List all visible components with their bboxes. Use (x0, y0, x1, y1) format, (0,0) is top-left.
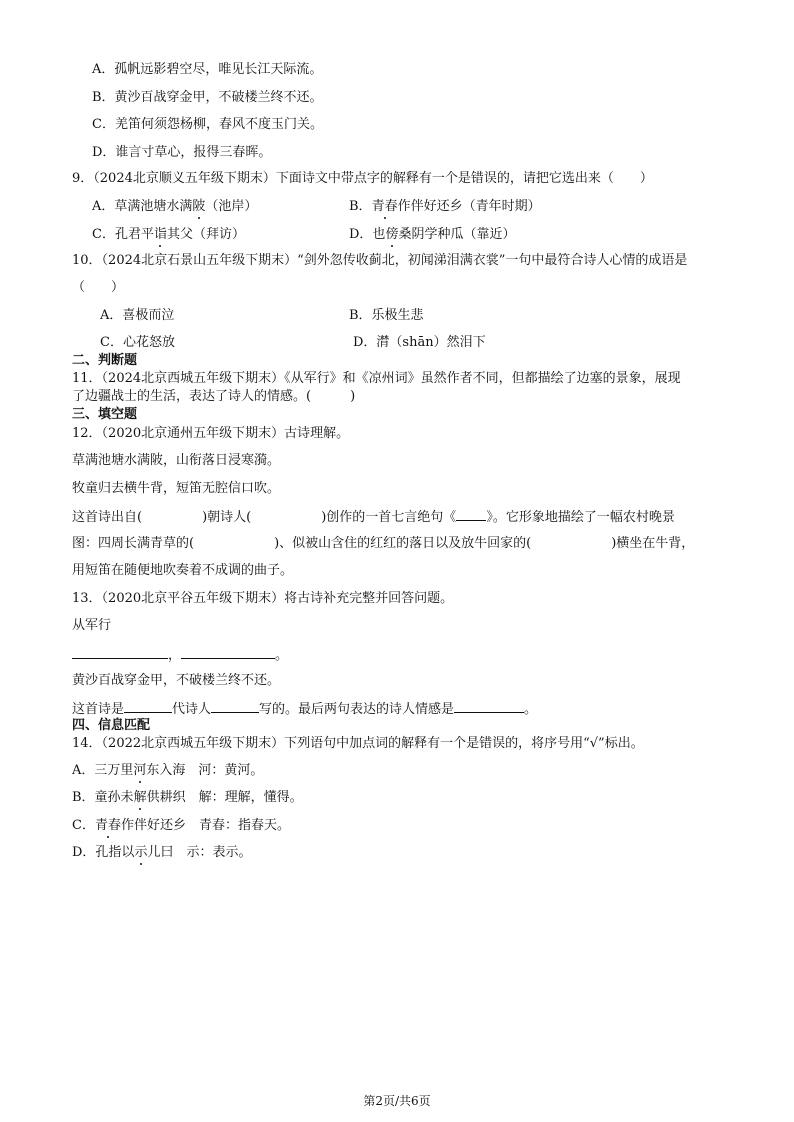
q12-paragraph-line2: 图：四周长满青草的( )、似被山含住的红红的落日以及放牛回家的( )横坐在牛背， (72, 536, 695, 551)
page-number: 第2页/共6页 (363, 1094, 431, 1108)
q11-line2: 了边疆战士的生活，表达了诗人的情感。( ) (72, 389, 356, 404)
q13-stem: 13．（2020北京平谷五年级下期末）将古诗补充完整并回答问题。 (72, 591, 454, 606)
q14-option-c: C．青春作伴好还乡 青春：指春天。 (72, 818, 290, 833)
answer-blank[interactable] (454, 700, 524, 713)
q9-stem: 9．（2024北京顺义五年级下期末）下面诗文中带点字的解释有一个是错误的，请把它选出来（ ） (72, 171, 653, 186)
q8-option-d: D．谁言寸草心，报得三春晖。 (92, 145, 272, 160)
q14-option-a: A．三万里河东入海 河：黄河。 (72, 763, 264, 778)
q9-option-a: A．草满池塘水满陂（池岸） (92, 199, 258, 214)
q10-option-b: B．乐极生悲 (349, 308, 424, 323)
dotted-char: 诣 (153, 227, 167, 242)
section-heading-matching: 四、信息匹配 (72, 718, 151, 733)
q10-option-a: A．喜极而泣 (100, 308, 175, 323)
q8-option-a: A．孤帆远影碧空尽，唯见长江天际流。 (92, 62, 323, 77)
q10-option-c: C．心花怒放 (100, 335, 175, 350)
q10-stem: 10．（2024北京石景山五年级下期末）“剑外忽传收蓟北，初闻涕泪满衣裳”一句中最符合诗人心情的成语是 (72, 253, 688, 268)
q9-option-d: D．也傍桑阴学种瓜（靠近） (349, 227, 516, 242)
q14-option-d: D．孔指以示儿曰 示：表示。 (72, 845, 252, 860)
q13-poem-blanks: ， 。 (72, 646, 288, 664)
dotted-char: 傍 (385, 227, 399, 242)
dotted-char: 青春 (94, 818, 121, 833)
section-heading-judgment: 二、判断题 (72, 353, 138, 368)
q12-stem: 12．（2020北京通州五年级下期末）古诗理解。 (72, 426, 350, 441)
dotted-char: 河 (133, 763, 147, 778)
dotted-char: 陂 (192, 199, 206, 214)
answer-blank[interactable] (456, 508, 486, 521)
dotted-char: 解 (133, 790, 147, 805)
q13-question: 这首诗是 代诗人 写的。最后两句表达的诗人情感是 。 (72, 702, 538, 717)
q14-stem: 14．（2022北京西城五年级下期末）下列语句中加点词的解释有一个是错误的，将序号用“√”标出。 (72, 736, 644, 751)
answer-blank[interactable] (72, 646, 168, 659)
dotted-char: 青春 (371, 199, 398, 214)
answer-blank[interactable] (181, 646, 275, 659)
q10-option-d: D．潸（shān）然泪下 (353, 335, 486, 350)
q8-option-b: B．黄沙百战穿金甲，不破楼兰终不还。 (92, 90, 323, 105)
q9-option-c: C．孔君平诣其父（拜访） (92, 227, 245, 242)
q12-paragraph-line1: 这首诗出自( )朝诗人( )创作的一首七言绝句《 》。它形象地描绘了一幅农村晚景 (72, 510, 675, 525)
q12-paragraph-line3: 用短笛在随便地吹奏着不成调的曲子。 (72, 563, 294, 578)
dotted-char: 示 (134, 845, 148, 860)
q12-poem-line1: 草满池塘水满陂，山衔落日浸寒漪。 (72, 453, 281, 468)
answer-blank[interactable] (124, 700, 172, 713)
answer-blank[interactable] (211, 700, 259, 713)
q14-option-b: B．童孙未解供耕织 解：理解，懂得。 (72, 790, 303, 805)
q13-poem-line: 黄沙百战穿金甲，不破楼兰终不还。 (72, 673, 281, 688)
q9-option-b: B．青春作伴好还乡（青年时期） (349, 199, 541, 214)
q10-answer-paren: （ ） (72, 280, 125, 295)
q11-line1: 11．（2024北京西城五年级下期末）《从军行》和《凉州词》虽然作者不同，但都描绘了边塞的景象，展现 (72, 371, 681, 386)
section-heading-fill: 三、填空题 (72, 407, 138, 422)
q12-poem-line2: 牧童归去横牛背，短笛无腔信口吹。 (72, 481, 281, 496)
q13-poem-title: 从军行 (72, 618, 112, 633)
q8-option-c: C．羌笛何须怨杨柳，春风不度玉门关。 (92, 117, 323, 132)
